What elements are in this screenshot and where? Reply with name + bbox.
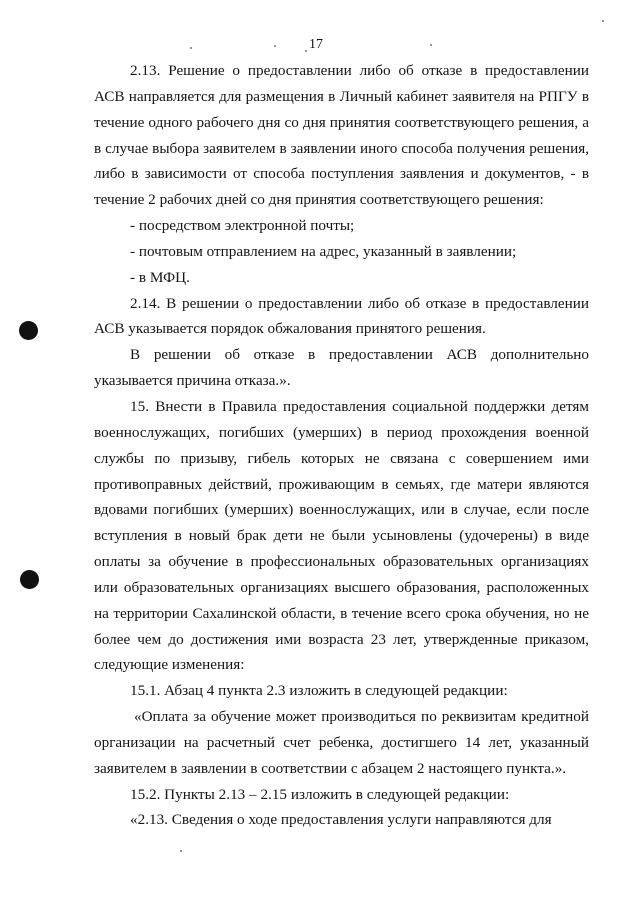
paragraph-2-14: 2.14. В решении о предоставлении либо об отказе в предоставлении АСВ указывается порядок обжалования принятого решения. bbox=[94, 294, 589, 338]
list-item-email: - посредством электронной почты; bbox=[130, 217, 355, 235]
scan-speck bbox=[180, 850, 182, 852]
paragraph-2-13: 2.13. Решение о предоставлении либо об отказе в предоставлении АСВ направляется для размещения в Личный кабинет заявителя на РПГУ в течение одного рабочего дня со дня принятия соответствующего решения, а в случае выбора заявителем в заявлении иного способа получения решения, либо в зависимости от способа поступления заявления и документов, - в течение 2 рабочих дней со дня принятия соответствующего решения: bbox=[94, 62, 589, 209]
paragraph-15: 15. Внести в Правила предоставления социальной поддержки детям военнослужащих, погибших (умерших) в период прохождения военной службы по призыву, гибель которых не связана с совершением ими противоправных действий, проживающим в семьях, где матери являются вдовами погибших (умерших) военнослужащих, или в случае, если после вступления в новый брак дети не были усыновлены (удочерены) в виде оплаты за обучение в профессиональных образовательных организациях или образовательных организациях высшего образования, расположенных на территории Сахалинской области, в течение всего срока обучения, но не более чем до достижения ими возраста 23 лет, утвержденные приказом, следующие изменения: bbox=[94, 397, 589, 674]
paragraph-15-2: 15.2. Пункты 2.13 – 2.15 изложить в следующей редакции: bbox=[130, 785, 510, 803]
scan-speck bbox=[305, 50, 307, 52]
scan-speck bbox=[274, 45, 276, 47]
list-item-mfc: - в МФЦ. bbox=[130, 268, 190, 286]
page-number: 17 bbox=[309, 37, 323, 52]
scan-speck bbox=[430, 44, 432, 46]
paragraph-2-13-new: «2.13. Сведения о ходе предоставления услуги направляются для bbox=[130, 811, 552, 829]
document-body bbox=[94, 58, 589, 833]
punch-hole-top bbox=[19, 321, 38, 340]
punch-hole-bottom bbox=[20, 570, 39, 589]
scan-speck bbox=[190, 47, 192, 49]
paragraph-15-1: 15.1. Абзац 4 пункта 2.3 изложить в следующей редакции: bbox=[130, 682, 508, 700]
scan-speck bbox=[602, 20, 604, 22]
paragraph-refusal-reason: В решении об отказе в предоставлении АСВ дополнительно указывается причина отказа.». bbox=[94, 346, 589, 390]
list-item-post: - почтовым отправлением на адрес, указанный в заявлении; bbox=[130, 242, 517, 260]
paragraph-15-1-quote: «Оплата за обучение может производиться по реквизитам кредитной организации на расчетный счет ребенка, достигшего 14 лет, указанный заявителем в заявлении в соответствии с абзацем 2 настоящего пункта.». bbox=[94, 708, 589, 777]
